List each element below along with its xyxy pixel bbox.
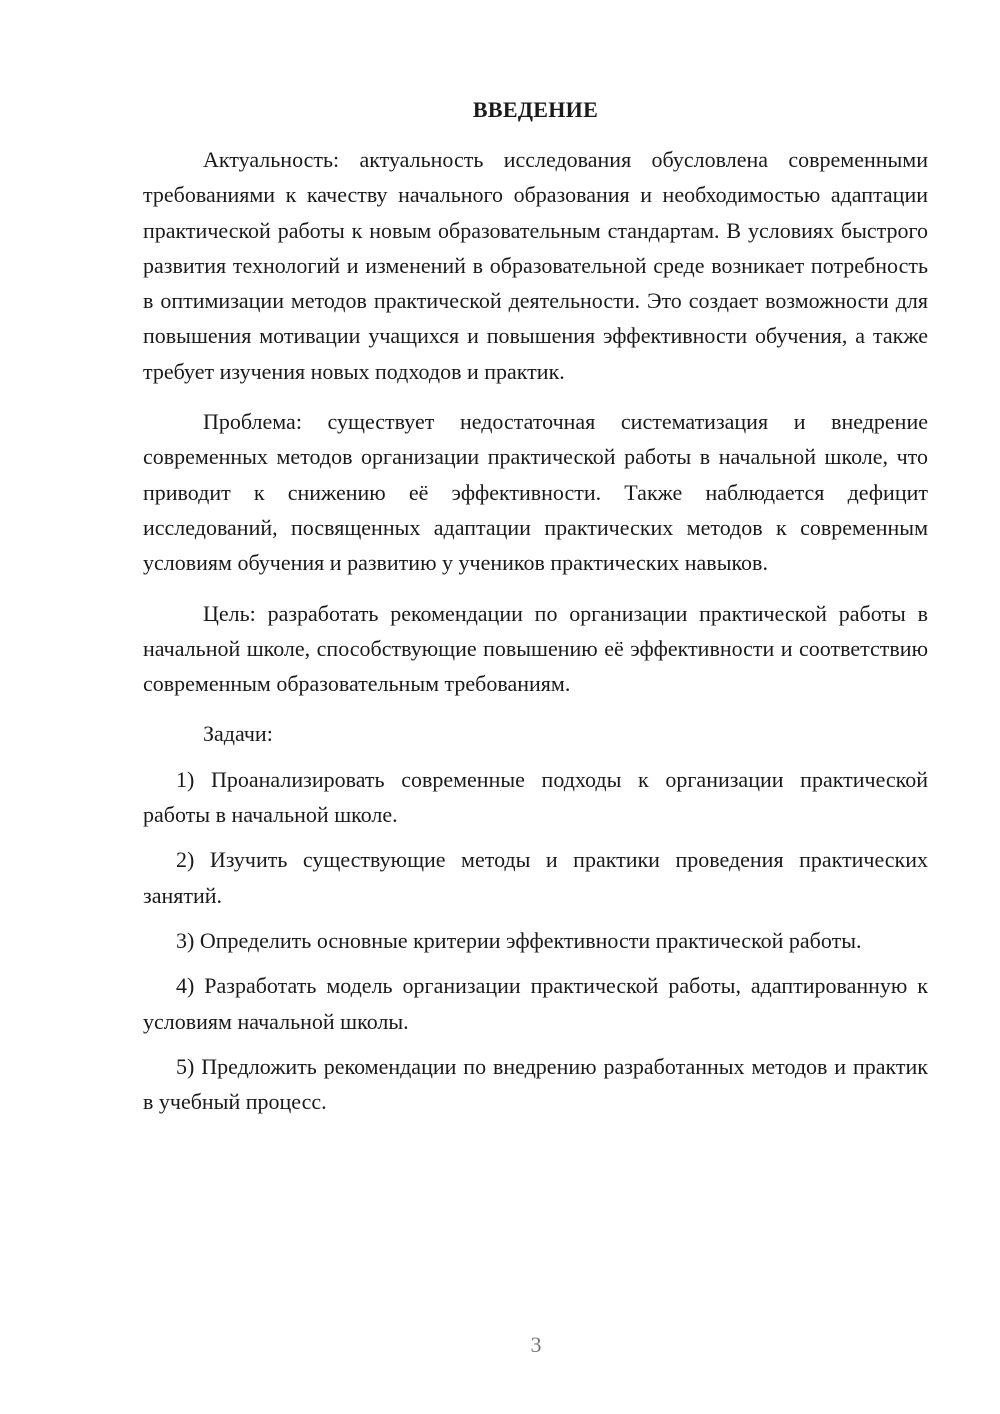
task-item-1: 1) Проанализировать современные подходы к организации практической работы в начальной школе. xyxy=(143,766,928,828)
task-item-4: 4) Разработать модель организации практической работы, адаптированную к условиям начальной школы. xyxy=(143,973,928,1034)
task-item-3: 3) Определить основные критерии эффективности практической работы. xyxy=(176,927,862,953)
problem-paragraph: Проблема: существует недостаточная систематизация и внедрение современных методов организации практической работы в начальной школе, что приводит к снижению её эффективности. Также наблюдается дефицит исследований, посвященных адаптации практических методов к современным условиям обучения и развитию у учеников практических навыков. xyxy=(143,409,928,576)
goal-paragraph: Цель: разработать рекомендации по организации практической работы в начальной школе, способствующие повышению её эффективности и соответствию современным образовательным требованиям. xyxy=(143,600,928,697)
relevance-paragraph: Актуальность: актуальность исследования обусловлена современными требованиями к качеству начального образования и необходимостью адаптации практической работы к новым образовательным стандартам. В условиях быстрого развития технологий и изменений в образовательной среде возникает потребность в оптимизации методов практической деятельности. Это создает возможности для повышения мотивации учащихся и повышения эффективности обучения, а также требует изучения новых подходов и практик. xyxy=(143,147,928,384)
task-item-2: 2) Изучить существующие методы и практики проведения практических занятий. xyxy=(143,847,928,908)
section-title: ВВЕДЕНИЕ xyxy=(472,97,599,122)
document-page xyxy=(143,95,928,1119)
tasks-label: Задачи: xyxy=(203,721,273,747)
page-number: 3 xyxy=(530,1332,542,1357)
task-item-5: 5) Предложить рекомендации по внедрению разработанных методов и практик в учебный процесс. xyxy=(143,1053,928,1115)
